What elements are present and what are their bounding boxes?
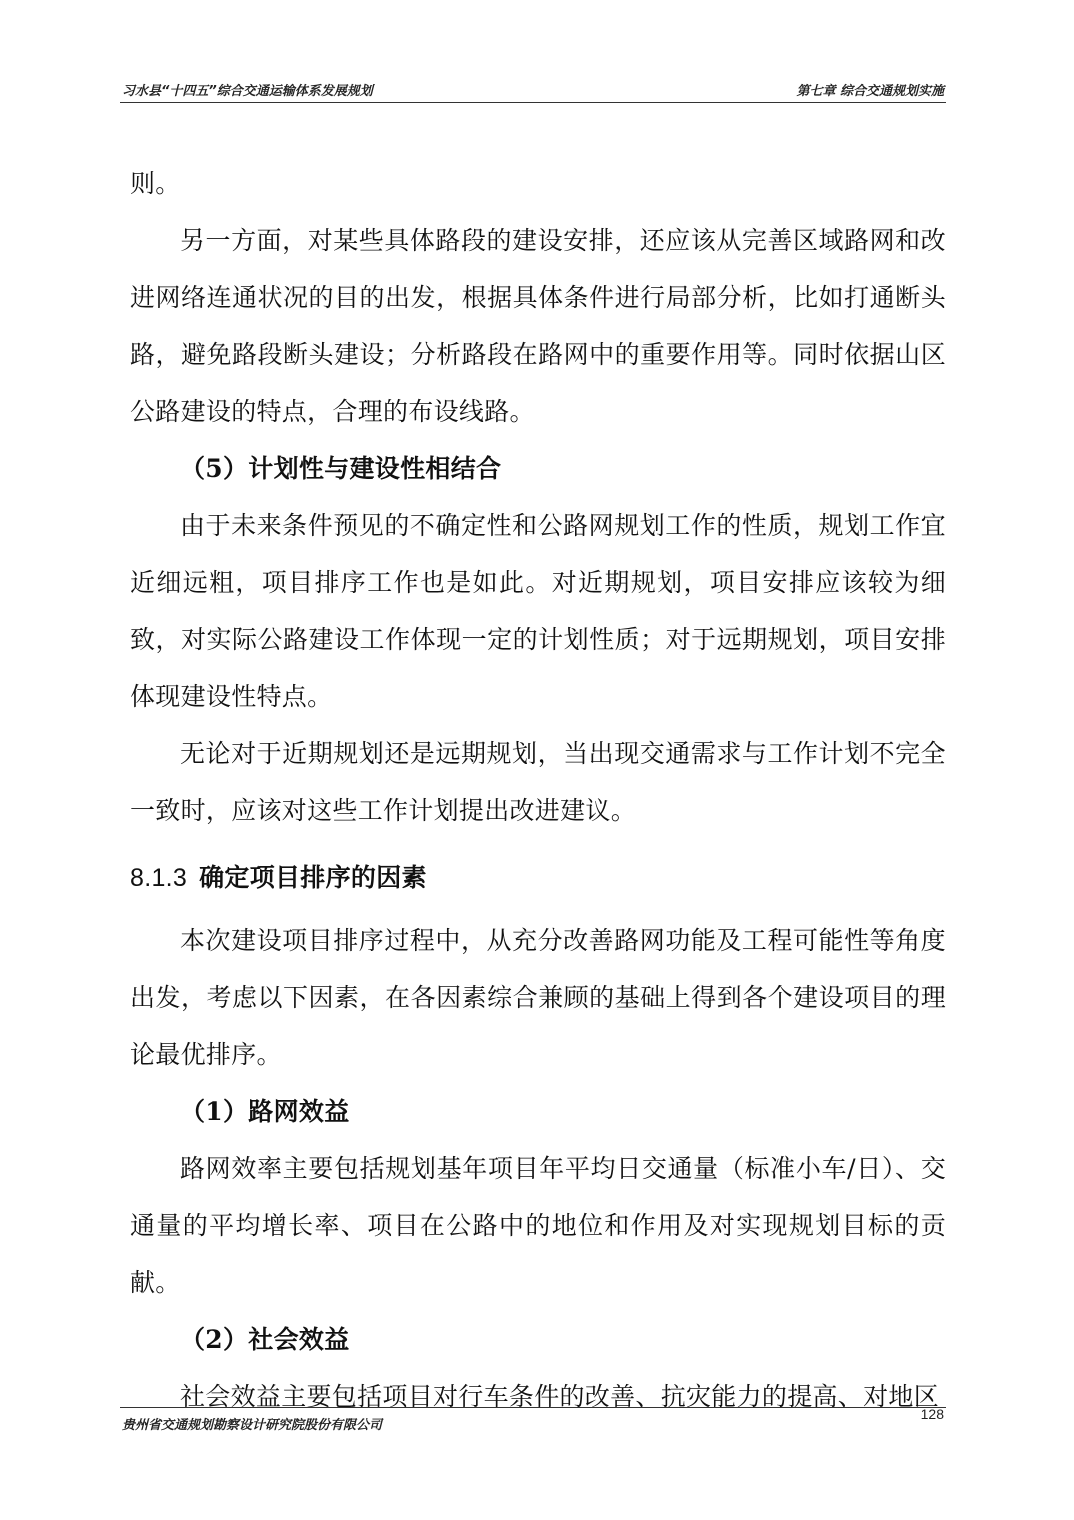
paragraph: 无论对于近期规划还是远期规划，当出现交通需求与工作计划不完全一致时，应该对这些工作计划提出改进建议。 [130, 739, 946, 825]
paragraph: 另一方面，对某些具体路段的建设安排，还应该从完善区域路网和改进网络连通状况的目的出发，根据具体条件进行局部分析，比如打通断头路，避免路段断头建设；分析路段在路网中的重要作用等。同时依据山区公路建设的特点，合理的布设线路。 [130, 226, 946, 426]
section-number: 8.1.3 [130, 864, 188, 892]
section-title: 确定项目排序的因素 [199, 863, 427, 892]
paragraph: 则。 [130, 169, 181, 198]
paragraph: 本次建设项目排序过程中，从充分改善路网功能及工程可能性等角度出发，考虑以下因素，在各因素综合兼顾的基础上得到各个建设项目的理论最优排序。 [130, 926, 946, 1069]
header-document-title: 习水县“十四五”综合交通运输体系发展规划 [122, 84, 373, 99]
paragraph: 由于未来条件预见的不确定性和公路网规划工作的性质，规划工作宜近细远粗，项目排序工作也是如此。对近期规划，项目安排应该较为细致，对实际公路建设工作体现一定的计划性质；对于远期规划，项目安排体现建设性特点。 [130, 511, 946, 711]
page-header [120, 78, 946, 103]
section-heading [130, 849, 946, 907]
page-number: 128 [920, 1406, 944, 1422]
subheading: （1）路网效益 [180, 1097, 350, 1126]
paragraph: 社会效益主要包括项目对行车条件的改善、抗灾能力的提高、对地区 [180, 1382, 940, 1411]
page-footer [120, 1407, 946, 1434]
subheading: （5）计划性与建设性相结合 [180, 454, 502, 483]
subheading: （2）社会效益 [180, 1325, 350, 1354]
page-body [130, 155, 946, 1425]
header-chapter-title: 第七章 综合交通规划实施 [796, 84, 944, 99]
paragraph: 路网效率主要包括规划基年项目年平均日交通量（标准小车/日）、交通量的平均增长率、项目在公路中的地位和作用及对实现规划目标的贡献。 [130, 1154, 946, 1297]
footer-company-name: 贵州省交通规划勘察设计研究院股份有限公司 [122, 1418, 383, 1433]
